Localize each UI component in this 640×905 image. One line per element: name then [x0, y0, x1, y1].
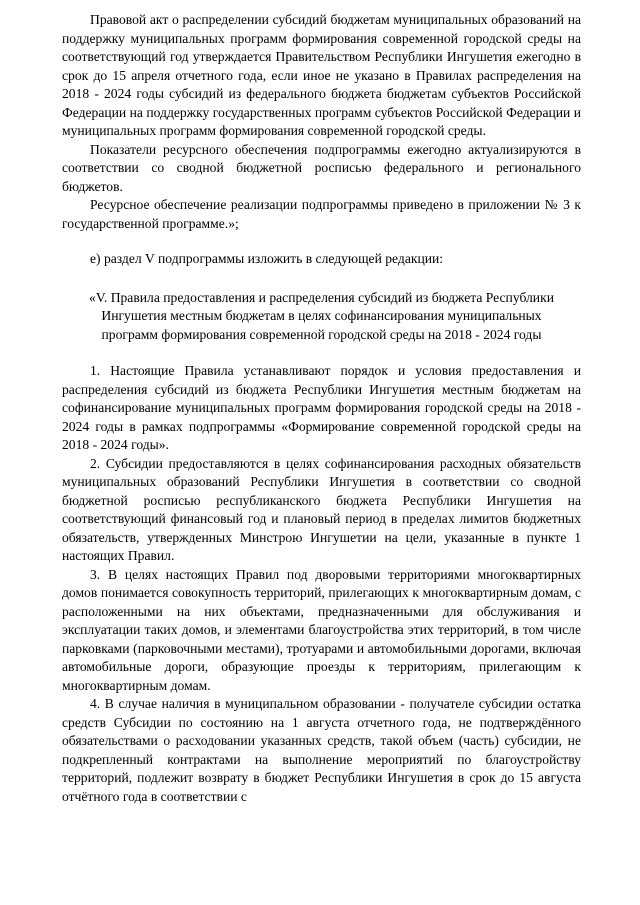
rule-item-3: 3. В целях настоящих Правил под дворовыми территориями многоквартирных домов понимается совокупность территорий, прилегающих к многоквартирным домам, с расположенными на них объектами, предназначенными для обслуживания и эксплуатации таких домов, и элементами благоустройства этих территорий, в том числе парковками (парковочными местами), тротуарами и автомобильными дорогами, включая автомобильные дороги, образующие проезды к территориям, прилегающим к многоквартирным домам. — [62, 566, 581, 693]
rule-item-4: 4. В случае наличия в муниципальном образовании - получателе субсидии остатка средств Субсидии по состоянию на 1 августа отчетного года, не подтверждённого обязательствами о расходовании указанных средств, такой объем (часть) субсидии, не подкрепленный контрактами на выполнение мероприятий по благоустройству территорий, подлежит возврату в бюджет Республики Ингушетия в срок до 15 августа отчётного года в соответствии с — [62, 696, 581, 804]
section-heading: «V. Правила предоставления и распределения субсидий из бюджета Республики Ингушетия местным бюджетам в целях софинансирования муниципальных программ формирования современной городской среды на 2018 - 2024 годы — [89, 289, 554, 342]
rules-list — [62, 362, 581, 806]
paragraph-resource-indicators: Показатели ресурсного обеспечения подпрограммы ежегодно актуализируются в соответствии со сводной бюджетной росписью федерального и регионального бюджетов. — [62, 141, 581, 194]
document-body — [62, 11, 581, 806]
rule-item-1: 1. Настоящие Правила устанавливают порядок и условия предоставления и распределения субсидий из бюджета Республики Ингушетия местным бюджетам на софинансирование муниципальных программ формирования городской среды на 2018 - 2024 годы в рамках подпрограммы «Формирование современной городской среды на 2018 - 2024 годы». — [62, 363, 581, 452]
rule-item-2: 2. Субсидии предоставляются в целях софинансирования расходных обязательств муниципальных образований Республики Ингушетия в соответствии со сводной бюджетной росписью республиканского бюджета Республики Ингушетия на соответствующий финансовый год и плановый период в пределах лимитов бюджетных обязательств, утвержденных Минстрою Ингушетии на цели, указанные в пункте 1 настоящих Правил. — [62, 455, 581, 563]
paragraph-legal-act: Правовой акт о распределении субсидий бюджетам муниципальных образований на поддержку муниципальных программ формирования современной городской среды на соответствующий год утверждается Правительством Республики Ингушетия ежегодно в срок до 15 апреля отчетного года, если иное не указано в Правилах распределения на 2018 - 2024 годы субсидий из федерального бюджета бюджетам субъектов Российской Федерации на поддержку государственных программ субъектов Российской Федерации и муниципальных программ формирования современной городской среды. — [62, 12, 581, 138]
paragraph-resource-support: Ресурсное обеспечение реализации подпрограммы приведено в приложении № 3 к государственной программе.»; — [62, 197, 581, 231]
paragraph-item-e: е) раздел V подпрограммы изложить в следующей редакции: — [90, 251, 444, 266]
